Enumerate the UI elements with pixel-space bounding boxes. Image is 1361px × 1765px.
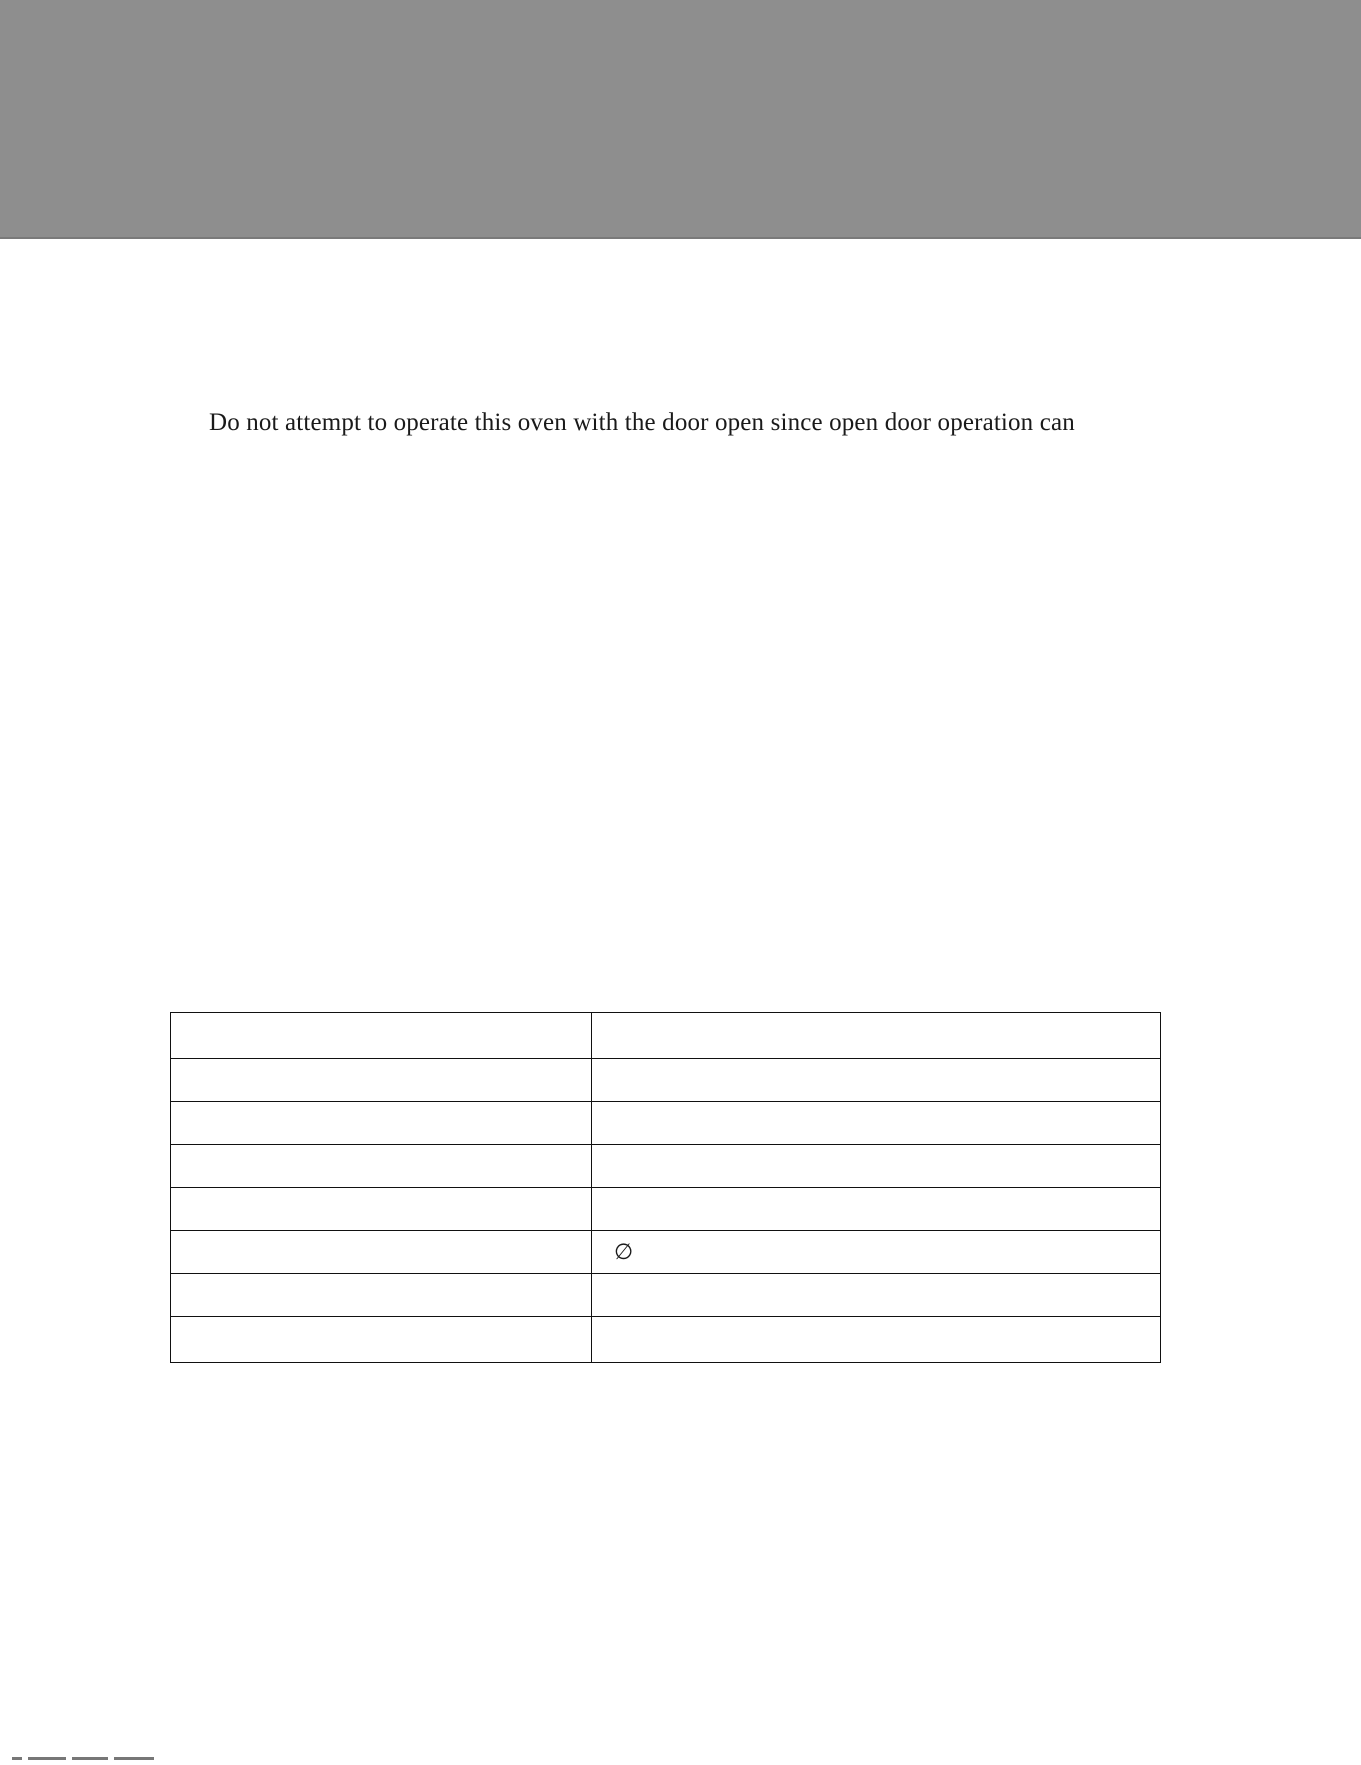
footer-print-mark-segment [114,1757,154,1760]
table-row [171,1145,1161,1188]
table-cell-label [171,1013,592,1059]
spec-table [170,1012,1161,1363]
footer-print-mark-segment [72,1757,108,1760]
table-cell-label [171,1274,592,1317]
table-cell-label [171,1145,592,1188]
table-cell-label [171,1188,592,1231]
table-cell-value [592,1188,1161,1231]
table-cell-label [171,1317,592,1363]
footer-print-mark-segment [28,1757,66,1760]
table-cell-label [171,1059,592,1102]
table-cell-value: ∅ [592,1231,1161,1274]
table-cell-value [592,1317,1161,1363]
table-row [171,1059,1161,1102]
footer-print-mark-segment [12,1757,22,1760]
header-band [0,0,1361,239]
table-row [171,1102,1161,1145]
table-cell-label [171,1102,592,1145]
table-cell-value [592,1145,1161,1188]
table-cell-label [171,1231,592,1274]
table-cell-value [592,1059,1161,1102]
footer-print-mark [12,1757,182,1765]
table-row [171,1317,1161,1363]
table-row [171,1188,1161,1231]
table-cell-value [592,1013,1161,1059]
table-row [171,1231,1161,1274]
table-cell-value [592,1274,1161,1317]
warning-text: Do not attempt to operate this oven with the door open since open door operation can [209,409,1075,436]
table-row [171,1274,1161,1317]
table-cell-value [592,1102,1161,1145]
table-row [171,1013,1161,1059]
